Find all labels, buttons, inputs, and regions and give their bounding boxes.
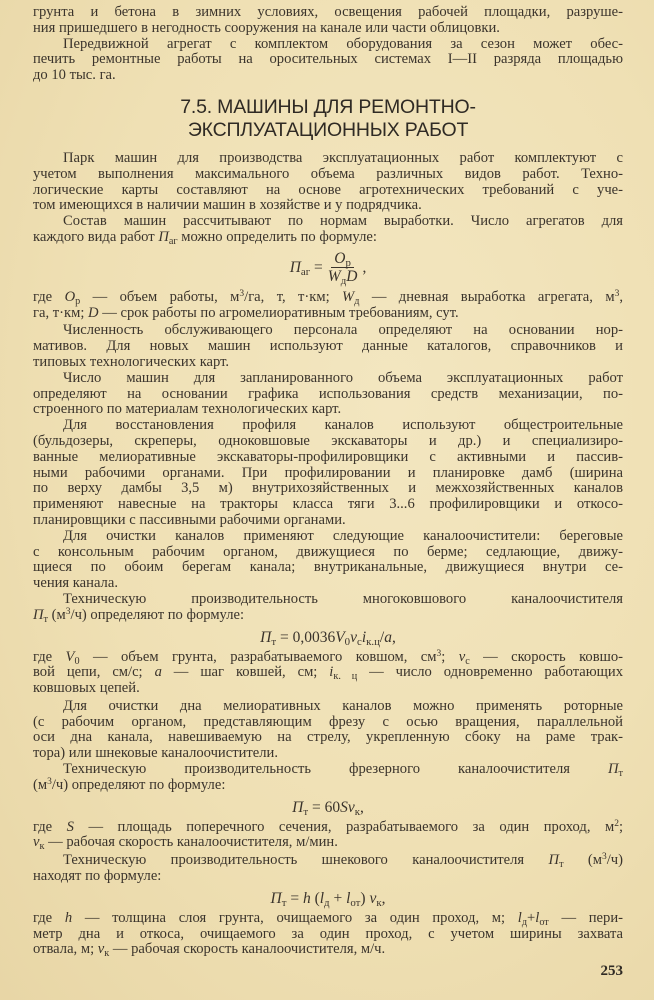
math-subscript: с: [465, 655, 470, 667]
text-run: — шаг ковшей, см;: [161, 664, 330, 681]
formula-legend: [33, 650, 623, 697]
math-symbol: [290, 259, 310, 276]
text-line: [33, 339, 623, 355]
text-run: Парк машин для производства эксплуатационных работ комплектуют с: [63, 149, 623, 166]
text-line: [33, 820, 623, 836]
math-symbol: [292, 799, 308, 816]
math-symbol: [66, 649, 80, 665]
math-subscript: к: [354, 805, 360, 818]
math-symbol: [270, 890, 286, 907]
text-run: ковшовых цепей.: [33, 680, 140, 697]
math-symbol: [346, 890, 360, 907]
text-line: [33, 481, 623, 497]
math-subscript: д: [521, 916, 528, 928]
math-variable: O: [334, 250, 346, 268]
text-line: [33, 730, 623, 746]
math-variable: v: [458, 648, 466, 665]
math-symbol: [342, 289, 359, 305]
text-run: Для очистки каналов применяют следующие каналоочистители: береговые: [63, 527, 623, 544]
text-run: ,: [362, 258, 367, 276]
text-run: /ч) определяют по формуле:: [70, 606, 245, 623]
math-variable: v: [350, 628, 357, 646]
math-symbol: [33, 834, 45, 853]
text-line: [33, 715, 623, 731]
math-symbol: [384, 629, 392, 646]
text-run: ния пришедшего в негодность сооружения на канале или части облицовки.: [33, 19, 500, 36]
math-symbol: [33, 607, 48, 623]
formula-legend: [33, 290, 623, 322]
text-run: =: [286, 889, 303, 907]
math-variable: W: [342, 288, 355, 305]
math-symbol: [348, 799, 360, 816]
math-symbol: [340, 799, 348, 816]
text-run: находят по формуле:: [33, 868, 162, 885]
math-subscript: к.ц: [366, 635, 380, 648]
paragraph: [33, 37, 623, 84]
text-run: +: [527, 909, 536, 926]
text-run: логические карты составляют на основе агротехнических требований с уче-: [33, 181, 623, 198]
math-superscript: 3: [614, 288, 620, 299]
text-run: можно определить по формуле:: [177, 228, 377, 245]
text-run: каждого вида работ: [33, 228, 159, 245]
text-line: [33, 762, 623, 778]
math-subscript: т: [303, 805, 309, 818]
text-run: Техническую производительность шнекового каналоочистителя: [63, 852, 549, 869]
math-superscript: 2: [614, 818, 619, 829]
math-superscript: 3: [65, 606, 71, 617]
math-variable: O: [64, 288, 76, 305]
formula-lhs: [290, 260, 323, 276]
text-run: Состав машин рассчитывают по нормам выработки. Число агрегатов для: [63, 213, 623, 230]
math-variable: v: [369, 889, 377, 907]
math-symbol: [158, 229, 177, 245]
text-line: [33, 230, 623, 246]
text-line: [33, 699, 623, 715]
text-line: [33, 387, 623, 403]
text-line: [33, 323, 623, 339]
math-subscript: от: [350, 896, 361, 909]
text-run: — скорость ковшо-: [469, 648, 624, 665]
math-subscript: т: [43, 613, 49, 625]
text-run: ными рабочими органами. При профилировании и планировке дамб (ширина: [33, 464, 623, 481]
math-symbol: [260, 629, 276, 646]
text-run: Техническую производительность многоковшового каналоочистителя: [63, 590, 623, 607]
text-line: [33, 853, 623, 869]
math-symbol: [334, 250, 351, 270]
math-variable: П: [158, 228, 169, 245]
text-run: /ч) определяют по формуле:: [51, 776, 226, 793]
text-line: [33, 513, 623, 529]
formula-legend: [33, 911, 623, 958]
text-run: отвала, м;: [33, 941, 98, 958]
math-variable: S: [340, 798, 348, 816]
math-superscript: 3: [239, 288, 245, 299]
text-run: (м: [48, 606, 66, 623]
math-subscript: т: [271, 635, 277, 648]
text-line: [33, 37, 623, 53]
math-subscript: аг: [168, 235, 178, 247]
text-run: где: [33, 648, 66, 665]
text-line: [33, 355, 623, 371]
text-run: где: [33, 288, 65, 305]
paragraph: [33, 529, 623, 592]
text-run: по верху дамбы 3,5 м) внутрихозяйственных и межхозяйственных каналов: [33, 480, 623, 497]
text-run: мативов. Для новых машин используют данные каталогов, справочников и: [33, 338, 623, 355]
math-variable: l: [535, 909, 540, 926]
text-run: применяют навесные на тракторы класса тяги 3...6 профилировщики и откосо-: [33, 496, 623, 513]
text-line: [33, 778, 623, 794]
page-body: [33, 5, 623, 980]
math-subscript: т: [281, 896, 287, 909]
math-subscript: р: [75, 295, 81, 307]
text-run: — объем грунта, разрабатываемого ковшом, см: [79, 648, 437, 665]
math-variable: l: [346, 889, 351, 907]
text-run: Для восстановления профиля каналов используют общестроительные: [63, 417, 623, 434]
text-run: щиеся по обоим берегам канала; внутриканальные, движущиеся внутри се-: [33, 559, 623, 576]
text-line: [33, 560, 623, 576]
text-run: (бульдозеры, скреперы, одноковшовые экскаваторы и др.) и специализиро-: [33, 432, 623, 449]
math-symbol: [329, 664, 358, 683]
text-run: чения канала.: [33, 575, 118, 592]
text-run: вой цепи, см/с;: [33, 664, 155, 681]
text-run: Техническую производительность фрезерного каналоочистителя: [63, 761, 608, 778]
math-variable: V: [335, 628, 345, 646]
math-variable: a: [384, 628, 392, 646]
paragraph: [33, 371, 623, 418]
math-variable: l: [319, 889, 325, 907]
section-heading: [33, 96, 623, 142]
math-symbol: [65, 289, 81, 305]
math-symbol: [535, 910, 549, 926]
math-variable: v: [347, 798, 355, 816]
text-line: [33, 434, 623, 450]
text-line: [33, 681, 623, 697]
math-subscript: с: [356, 635, 362, 648]
text-run: ,: [360, 798, 364, 816]
math-variable: D: [346, 268, 358, 286]
page-number: 253: [600, 963, 623, 980]
text-run: +: [329, 889, 347, 907]
math-subscript: т: [559, 859, 564, 871]
text-run: — объем работы, м: [80, 288, 240, 305]
text-run: га, т·км;: [33, 304, 89, 321]
math-variable: П: [270, 889, 282, 907]
text-run: Число машин для запланированного объема эксплуатационных работ: [63, 369, 623, 386]
math-variable: h: [302, 889, 311, 907]
text-run: ): [360, 889, 370, 907]
math-subscript: от: [539, 916, 549, 928]
fraction-numerator: [331, 250, 354, 268]
math-subscript: к: [104, 948, 110, 960]
math-superscript: 3: [436, 648, 442, 659]
text-run: (с рабочим органом, представляющим фрезу с осью вращения, параллельной: [33, 713, 623, 730]
math-subscript: к: [39, 841, 45, 853]
paragraph: [33, 699, 623, 762]
math-subscript: т: [618, 768, 623, 780]
text-run: ЭКСПЛУАТАЦИОННЫХ РАБОТ: [187, 118, 469, 141]
math-symbol: [607, 761, 623, 780]
text-line: [33, 306, 623, 322]
math-subscript: д: [354, 295, 360, 307]
text-run: ;: [618, 818, 624, 835]
math-variable: V: [65, 648, 75, 665]
math-symbol: [346, 268, 357, 285]
text-run: = 0,0036: [276, 628, 336, 646]
formula-legend: [33, 820, 623, 852]
text-line: [33, 52, 623, 68]
text-line: [33, 96, 623, 119]
math-symbol: [459, 649, 470, 665]
math-variable: a: [154, 664, 162, 681]
paragraph: [33, 5, 623, 37]
math-subscript: д: [324, 896, 330, 909]
text-run: — пери-: [548, 909, 623, 926]
paragraph: [33, 762, 623, 794]
math-superscript: 3: [602, 852, 607, 863]
math-symbol: [97, 941, 110, 960]
paragraph: [33, 418, 623, 529]
text-run: где: [33, 818, 67, 835]
text-run: =: [310, 258, 323, 276]
math-variable: i: [361, 628, 367, 646]
math-symbol: [67, 819, 74, 835]
text-line: [33, 650, 623, 666]
math-subscript: аг: [300, 265, 311, 278]
text-run: планировщики с пассивными рабочими органами.: [33, 511, 346, 528]
text-run: ,: [381, 889, 386, 907]
text-run: ,: [391, 628, 396, 646]
text-run: до 10 тыс. га.: [33, 67, 116, 84]
text-line: [33, 68, 623, 84]
math-symbol: [327, 268, 347, 288]
text-run: — толщина слоя грунта, очищаемого за один проход, м;: [72, 909, 518, 926]
math-variable: П: [292, 798, 304, 816]
math-symbol: [350, 629, 362, 646]
text-run: (: [310, 889, 320, 907]
math-variable: D: [88, 304, 99, 321]
math-variable: i: [329, 664, 334, 681]
math-symbol: [362, 629, 380, 646]
math-variable: h: [64, 909, 73, 926]
math-symbol: [320, 890, 330, 907]
text-line: [33, 835, 623, 851]
text-run: 7.5. МАШИНЫ ДЛЯ РЕМОНТНО-: [180, 95, 476, 118]
paragraph: [33, 214, 623, 246]
text-run: где: [33, 909, 65, 926]
paragraph: [33, 592, 623, 624]
fraction-denominator: [325, 268, 361, 288]
math-symbol: [155, 664, 162, 680]
text-line: [33, 21, 623, 37]
formula: [33, 797, 623, 818]
text-run: = 60: [308, 798, 341, 816]
text-line: [33, 497, 623, 513]
math-variable: W: [327, 268, 341, 286]
text-run: — срок работы по агромелиоративным требованиям, сут.: [98, 304, 459, 321]
math-subscript: р: [345, 257, 351, 270]
text-line: [33, 402, 623, 418]
text-line: [33, 119, 623, 142]
text-line: [33, 183, 623, 199]
text-line: [33, 869, 623, 885]
formula: [33, 888, 623, 909]
text-line: [33, 466, 623, 482]
formula-tail: [362, 260, 366, 276]
math-symbol: [548, 852, 564, 871]
math-superscript: 3: [47, 776, 52, 787]
text-line: [33, 911, 623, 927]
page-text: [33, 5, 623, 958]
math-variable: П: [260, 628, 272, 646]
paragraph: [33, 323, 623, 370]
math-symbol: [518, 910, 527, 926]
text-run: определяют на основании графика использования средств механизации, по-: [33, 385, 623, 402]
math-variable: v: [33, 834, 40, 851]
math-symbol: [335, 629, 350, 646]
math-symbol: [88, 305, 99, 321]
text-run: — дневная выработка агрегата, м: [359, 288, 615, 305]
text-run: печить ремонтные работы на оросительных системах I—II разряда площадью: [33, 51, 623, 68]
text-run: Численность обслуживающего персонала определяют на основании нор-: [63, 322, 623, 339]
text-line: [33, 5, 623, 21]
math-variable: l: [517, 909, 522, 926]
text-run: /: [379, 628, 385, 646]
text-line: [33, 592, 623, 608]
text-run: метр дна и откоса, очищаемого за один проход, с учетом ширины захвата: [33, 925, 623, 942]
text-run: Для очистки дна мелиоративных каналов можно применять роторные: [63, 697, 623, 714]
text-run: Передвижной агрегат с комплектом оборудования за сезон может обес-: [63, 35, 623, 52]
text-line: [33, 627, 623, 648]
math-subscript: 0: [74, 655, 80, 667]
text-line: [33, 576, 623, 592]
math-variable: П: [33, 606, 44, 623]
text-run: — рабочая скорость каналоочистителя, м/ч.: [109, 941, 386, 958]
text-line: [33, 665, 623, 681]
text-line: [33, 371, 623, 387]
text-line: [33, 418, 623, 434]
text-line: [33, 927, 623, 943]
text-run: с консольным рабочим органом, движущиеся по берме; седлающие, движу-: [33, 543, 623, 560]
text-line: [33, 797, 623, 818]
fraction: [325, 250, 361, 288]
text-run: оси дна канала, навешиваемую на стрелу, укрепленную сбоку на раме трак-: [33, 729, 623, 746]
text-line: [33, 167, 623, 183]
text-line: [33, 450, 623, 466]
text-run: — рабочая скорость каналоочистителя, м/мин.: [44, 834, 338, 851]
text-run: ванные мелиоративные экскаваторы-профилировщики с активными и пассив-: [33, 448, 623, 465]
text-run: строенного по материалам технологических карт.: [33, 401, 342, 418]
text-line: [33, 608, 623, 624]
text-line: [33, 198, 623, 214]
text-line: [33, 888, 623, 909]
math-subscript: к: [376, 896, 382, 909]
text-run: ,: [619, 288, 623, 305]
text-run: типовых технологических карт.: [33, 353, 230, 370]
text-run: — площадь поперечного сечения, разрабатываемого за один проход, м: [73, 818, 615, 835]
text-line: [33, 942, 623, 958]
math-symbol: [369, 890, 381, 907]
math-variable: S: [66, 818, 74, 835]
math-subscript: д: [340, 275, 347, 288]
paragraph: [33, 151, 623, 214]
text-run: (м: [563, 852, 602, 869]
math-variable: П: [289, 258, 301, 276]
text-run: — число одновременно работающих: [357, 664, 624, 681]
text-run: ;: [441, 648, 459, 665]
formula-fraction: [33, 249, 623, 287]
text-run: тора) или шнековые каналоочистители.: [33, 745, 278, 762]
text-run: (м: [33, 776, 48, 793]
text-line: [33, 529, 623, 545]
math-variable: П: [548, 852, 560, 869]
text-line: [33, 545, 623, 561]
text-line: [33, 746, 623, 762]
math-variable: П: [607, 761, 619, 778]
paragraph: [33, 853, 623, 885]
math-subscript: 0: [344, 635, 351, 648]
math-symbol: [303, 890, 311, 907]
text-run: грунта и бетона в зимних условиях, освещения рабочей площадки, разруше-: [33, 4, 623, 20]
text-line: [33, 151, 623, 167]
text-line: [33, 290, 623, 306]
text-run: том имеющихся в наличии машин в хозяйстве и у подрядчика.: [33, 197, 422, 214]
math-subscript: к. ц: [333, 671, 358, 683]
text-run: /га, т, т·км;: [244, 288, 343, 305]
formula: [33, 627, 623, 648]
math-variable: v: [97, 941, 105, 958]
text-run: учетом выполнения максимального объема различных видов работ. Техно-: [33, 165, 623, 182]
text-run: /ч): [606, 852, 624, 869]
text-line: [33, 214, 623, 230]
